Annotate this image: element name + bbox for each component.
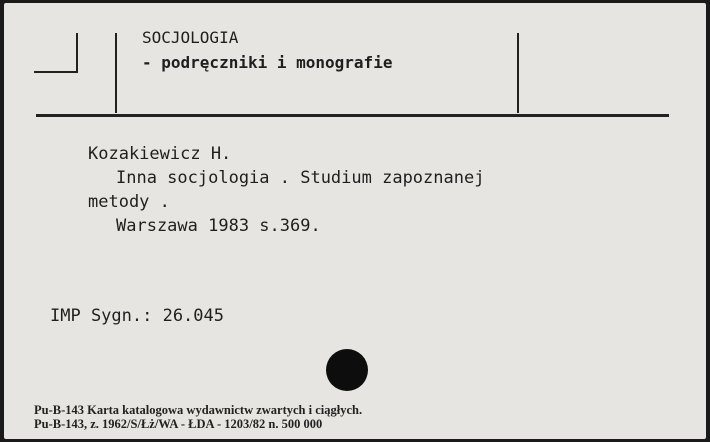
footer-line-2: Pu-B-143, z. 1962/S/Łż/WA - ŁDA - 1203/82 n. 500 000 [34,417,323,431]
catalog-card [4,3,706,439]
punch-hole [326,349,368,391]
header-rule [36,114,669,117]
corner-mark-horizontal [34,71,78,73]
author: Kozakiewicz H. [88,144,232,164]
corner-mark-vertical [76,33,78,73]
footer-line-1: Pu-B-143 Karta katalogowa wydawnictw zwartych i ciągłych. [34,403,363,417]
title-line-2: metody . [88,192,170,212]
subject-heading: SOCJOLOGIA [142,28,239,47]
subject-subheading: - podręczniki i monografie [142,53,393,72]
imprint: Warszawa 1983 s.369. [116,216,321,236]
call-number: IMP Sygn.: 26.045 [50,306,224,326]
title-line-1: Inna socjologia . Studium zapoznanej [116,168,485,188]
header-divider-right [517,33,519,113]
header-divider-left [115,33,117,113]
